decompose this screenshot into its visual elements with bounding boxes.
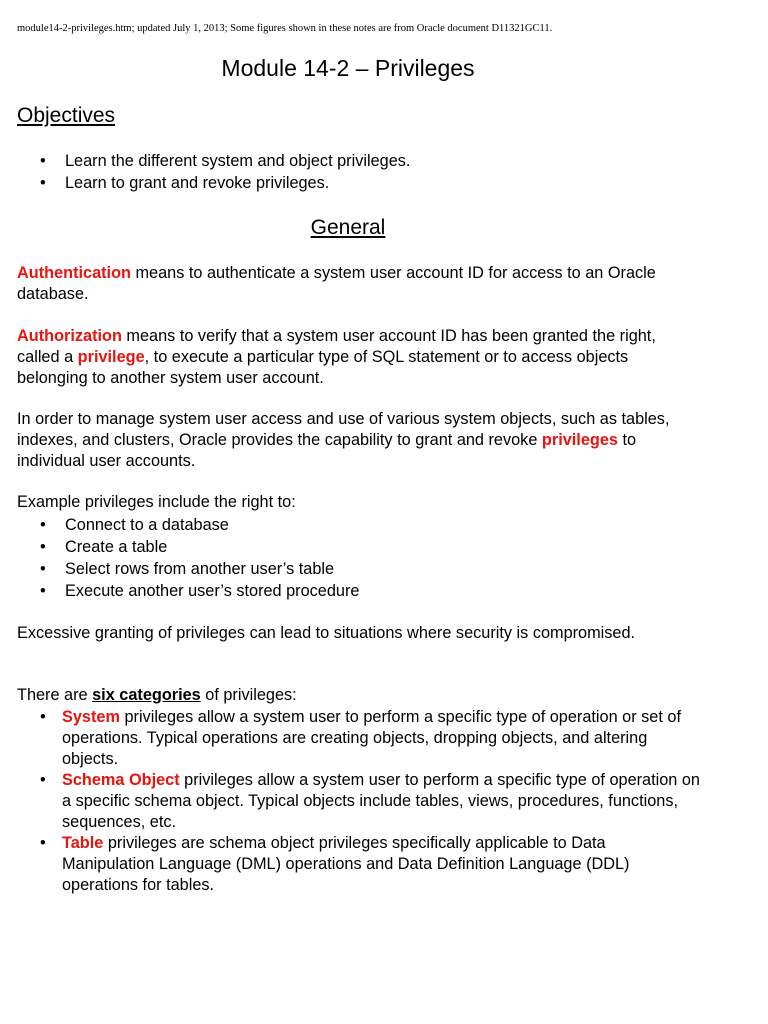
paragraph-text: There are (17, 686, 93, 704)
term-table: Table (62, 834, 104, 852)
list-item-text: privileges allow a system user to perform a specific type of operation on a specific schema object. Typical objects include tables, views, procedures, functions, sequences, etc. (62, 771, 700, 831)
list-item: • Select rows from another user’s table (0, 558, 359, 580)
six-categories-emphasis: six categories (92, 686, 201, 704)
term-privileges: privileges (541, 431, 618, 449)
manage-access-paragraph (17, 409, 697, 472)
objectives-heading: Objectives (17, 104, 116, 127)
paragraph-text: means to verify that a system user account ID has been granted the right, called a (17, 327, 656, 366)
paragraph-text: In order to manage system user access and use of various system objects, such as tables, indexes, and clusters, Oracle provides the capability to grant and revoke (17, 410, 670, 449)
example-list (0, 514, 359, 602)
paragraph-text: to individual user accounts. (17, 431, 637, 470)
term-authentication: Authentication (17, 264, 131, 282)
paragraph-text: of privileges: (200, 686, 297, 704)
objectives-list (0, 150, 410, 194)
excessive-granting-paragraph: Excessive granting of privileges can lead to situations where security is compromised. (17, 624, 636, 642)
list-item-text: privileges are schema object privileges specifically applicable to Data Manipulation Language (DML) operations and Data Definition Language (DDL) operations for tables. (62, 834, 630, 894)
list-item: • Learn the different system and object privileges. (0, 150, 410, 172)
paragraph-text: , to execute a particular type of SQL statement or to access objects belonging to another system user account. (17, 348, 629, 387)
list-item: • Connect to a database (0, 514, 359, 536)
authentication-paragraph (17, 263, 697, 305)
term-schema-object: Schema Object (62, 771, 180, 789)
paragraph-text: means to authenticate a system user account ID for access to an Oracle database. (17, 264, 656, 303)
categories-intro (17, 685, 697, 706)
term-privilege: privilege (77, 348, 145, 366)
general-heading: General (310, 216, 386, 239)
header-note: module14-2-privileges.htm; updated July 1, 2013; Some figures shown in these notes are from Oracle document D11321GC11. (17, 23, 553, 34)
list-item-text: privileges allow a system user to perform a specific type of operation or set of operations. Typical operations are creating objects, dropping objects, and altering objects. (62, 708, 681, 768)
list-item: • Learn to grant and revoke privileges. (0, 172, 410, 194)
list-item: • Create a table (0, 536, 359, 558)
list-item (0, 833, 700, 896)
example-intro: Example privileges include the right to: (17, 493, 296, 511)
term-system: System (62, 708, 120, 726)
list-item (0, 770, 700, 833)
term-authorization: Authorization (17, 327, 122, 345)
list-item (0, 707, 700, 770)
categories-list (0, 707, 700, 896)
page-title: Module 14-2 – Privileges (221, 55, 475, 81)
list-item: • Execute another user’s stored procedure (0, 580, 359, 602)
authorization-paragraph (17, 326, 697, 389)
